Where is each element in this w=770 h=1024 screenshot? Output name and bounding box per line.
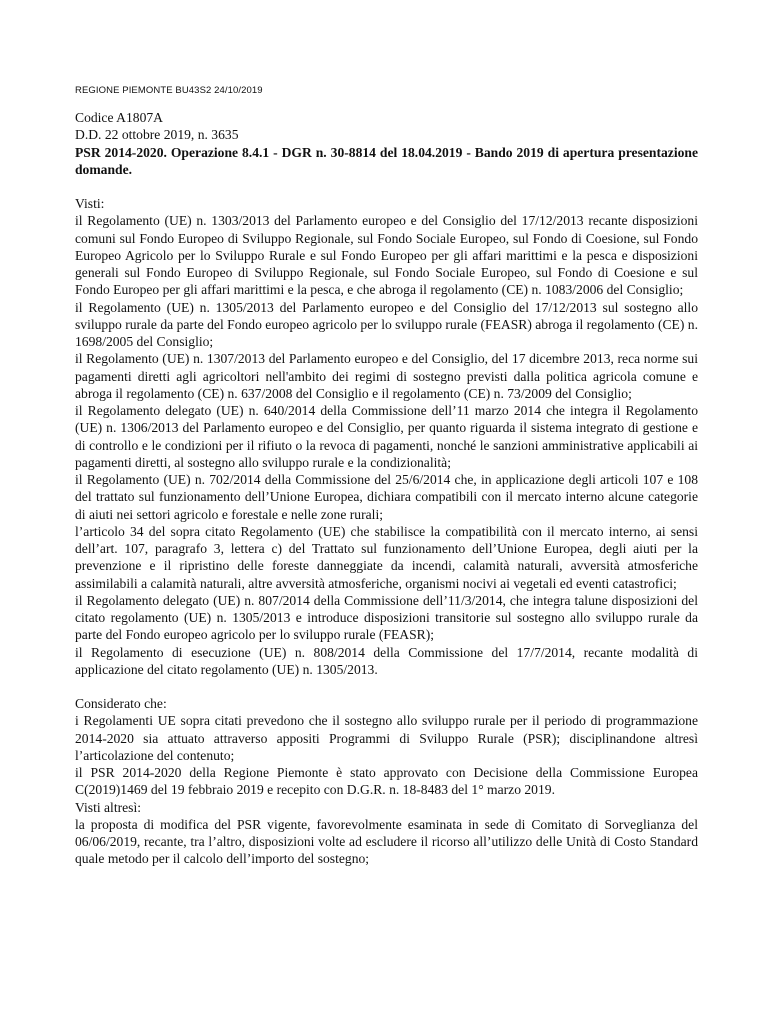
visti-item: il Regolamento delegato (UE) n. 640/2014 della Commissione dell’11 marzo 2014 che integra il Regolamento (UE) n. 1306/2013 del Parlamento europeo e del Consiglio, per quanto riguarda il sistema integrato di gestione e di controllo e le condizioni per il rifiuto o la revoca di pagamenti, nonché le sanzioni amministrative applicabili ai pagamenti diretti, al sostegno allo sviluppo rurale e la condizionalità; <box>75 403 698 470</box>
visti-item: il Regolamento (UE) n. 1307/2013 del Parlamento europeo e del Consiglio, del 17 dicembre 2013, reca norme sui pagamenti diretti agli agricoltori nell'ambito dei regimi di sostegno previsti dalla politica agricola comune e abroga il regolamento (CE) n. 637/2008 del Consiglio e il regolamento (CE) n. 73/2009 del Consiglio; <box>75 351 698 401</box>
considerato-item: il PSR 2014-2020 della Regione Piemonte è stato approvato con Decisione della Commissione Europea C(2019)1469 del 19 febbraio 2019 e recepito con D.G.R. n. 18-8483 del 1° marzo 2019. <box>75 765 698 798</box>
document-body <box>75 109 698 868</box>
visti-altresi-item: la proposta di modifica del PSR vigente, favorevolmente esaminata in sede di Comitato di Sorveglianza del 06/06/2019, recante, tra l’altro, disposizioni volte ad escludere il ricorso all’utilizzo delle Unità di Costo Standard quale metodo per il calcolo dell’importo del sostegno; <box>75 816 698 867</box>
spacer <box>75 678 698 695</box>
visti-altresi-heading: Visti altresì: <box>75 799 142 815</box>
visti-item: il Regolamento (UE) n. 702/2014 della Commissione del 25/6/2014 che, in applicazione degli articoli 107 e 108 del trattato sul funzionamento dell’Unione Europea, dichiara compatibili con il mercato interno alcune categorie di aiuti nei settori agricolo e forestale e nelle zone rurali; <box>75 472 698 522</box>
spacer <box>75 178 698 195</box>
visti-item: il Regolamento di esecuzione (UE) n. 808/2014 della Commissione del 17/7/2014, recante modalità di applicazione del citato regolamento (UE) n. 1305/2013. <box>75 644 698 677</box>
visti-heading: Visti: <box>75 196 105 211</box>
considerato-heading: Considerato che: <box>75 696 167 711</box>
visti-item: il Regolamento (UE) n. 1305/2013 del Parlamento europeo e del Consiglio del 17/12/2013 sul sostegno allo sviluppo rurale da parte del Fondo europeo agricolo per lo sviluppo rurale (FEASR) abroga il regolamento (CE) n. 1698/2005 del Consiglio; <box>75 299 698 349</box>
bulletin-header: REGIONE PIEMONTE BU43S2 24/10/2019 <box>75 85 263 96</box>
visti-item: l’articolo 34 del sopra citato Regolamento (UE) che stabilisce la compatibilità con il mercato interno, ai sensi dell’art. 107, paragrafo 3, lettera c) del Trattato sul funzionamento dell’Unione Europea, degli aiuti per la prevenzione e il ripristino delle foreste danneggiate da incendi, calamità naturali, avversità atmosferiche assimilabili a calamità naturali, altre avversità atmosferiche, organismi nocivi ai vegetali ed eventi catastrofici; <box>75 523 698 591</box>
considerato-item: i Regolamenti UE sopra citati prevedono che il sostegno allo sviluppo rurale per il periodo di programmazione 2014-2020 sia attuato attraverso appositi Programmi di Sviluppo Rurale (PSR); disciplinandone altresì l’articolazione del contenuto; <box>75 713 698 763</box>
visti-item: il Regolamento delegato (UE) n. 807/2014 della Commissione dell’11/3/2014, che integra talune disposizioni del citato regolamento (UE) n. 1305/2013 e introduce disposizioni transitorie sul sostegno allo sviluppo rurale da parte del Fondo europeo agricolo per lo sviluppo rurale (FEASR); <box>75 592 698 643</box>
determination-reference: D.D. 22 ottobre 2019, n. 3635 <box>75 127 239 143</box>
visti-item: il Regolamento (UE) n. 1303/2013 del Parlamento europeo e del Consiglio del 17/12/2013 recante disposizioni comuni sul Fondo Europeo di Sviluppo Regionale, sul Fondo Sociale Europeo, sul Fondo di Coesione, sul Fondo Europeo Agricolo per lo Sviluppo Rurale e sul Fondo Europeo per gli affari marittimi e la pesca e disposizioni generali sul Fondo Europeo di Sviluppo Regionale, sul Fondo Sociale Europeo, sul Fondo di Coesione e sul Fondo Europeo per gli affari marittimi e la pesca, e che abroga il regolamento (CE) n. 1083/2006 del Consiglio; <box>75 213 698 298</box>
document-title: PSR 2014-2020. Operazione 8.4.1 - DGR n. 30-8814 del 18.04.2019 - Bando 2019 di apertura presentazione domande. <box>75 144 698 177</box>
document-code: Codice A1807A <box>75 110 163 125</box>
